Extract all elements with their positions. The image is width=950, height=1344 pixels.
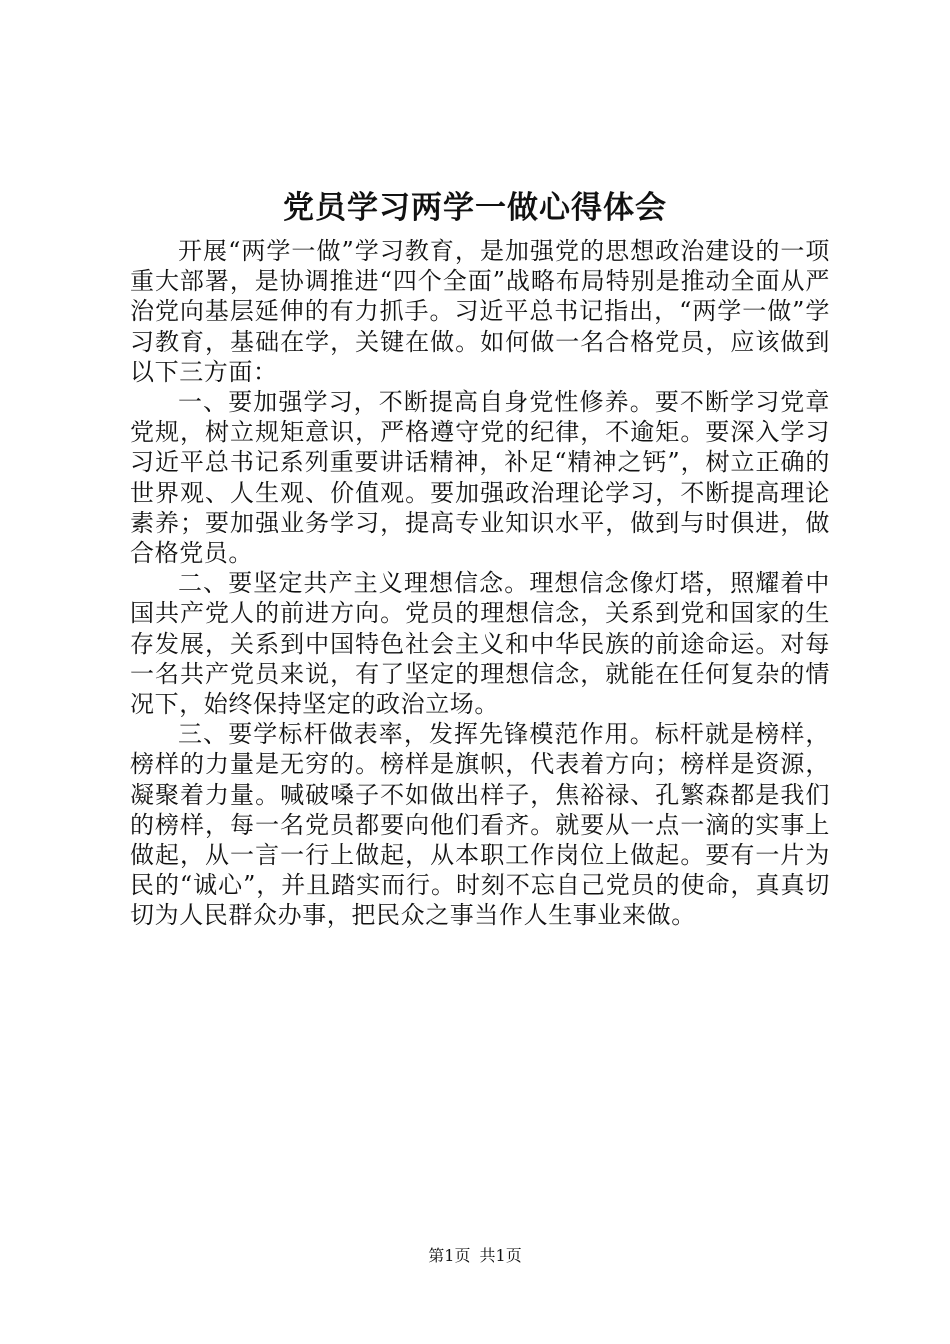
paragraph-point-1: 一、要加强学习，不断提高自身党性修养。要不断学习党章党规，树立规矩意识，严格遵守党的纪律，不逾矩。要深入学习习近平总书记系列重要讲话精神，补足“精神之钙”，树立正确的世界观、人生观、价值观。要加强政治理论学习，不断提高理论素养；要加强业务学习，提高专业知识水平，做到与时俱进，做合格党员。 [130, 388, 830, 568]
paragraph-intro: 开展“两学一做”学习教育，是加强党的思想政治建设的一项重大部署，是协调推进“四个全面”战略布局特别是推动全面从严治党向基层延伸的有力抓手。习近平总书记指出，“两学一做”学习教育，基础在学，关键在做。如何做一名合格党员，应该做到以下三方面： [130, 237, 830, 386]
paragraph-point-3: 三、要学标杆做表率，发挥先锋模范作用。标杆就是榜样，榜样的力量是无穷的。榜样是旗帜，代表着方向；榜样是资源，凝聚着力量。喊破嗓子不如做出样子，焦裕禄、孔繁森都是我们的榜样，每一名党员都要向他们看齐。就要从一点一滴的实事上做起，从一言一行上做起，从本职工作岗位上做起。要有一片为民的“诚心”，并且踏实而行。时刻不忘自己党员的使命，真真切切为人民群众办事，把民众之事当作人生事业来做。 [130, 720, 830, 930]
page-total: 共1页 [479, 1246, 522, 1265]
paragraph-point-2: 二、要坚定共产主义理想信念。理想信念像灯塔，照耀着中国共产党人的前进方向。党员的理想信念，关系到党和国家的生存发展，关系到中国特色社会主义和中华民族的前途命运。对每一名共产党员来说，有了坚定的理想信念，就能在任何复杂的情况下，始终保持坚定的政治立场。 [130, 569, 830, 719]
document-title: 党员学习两学一做心得体会 [283, 190, 667, 226]
page-footer [0, 1244, 950, 1268]
page-number: 第1页 [428, 1246, 471, 1265]
document-body [130, 236, 830, 931]
